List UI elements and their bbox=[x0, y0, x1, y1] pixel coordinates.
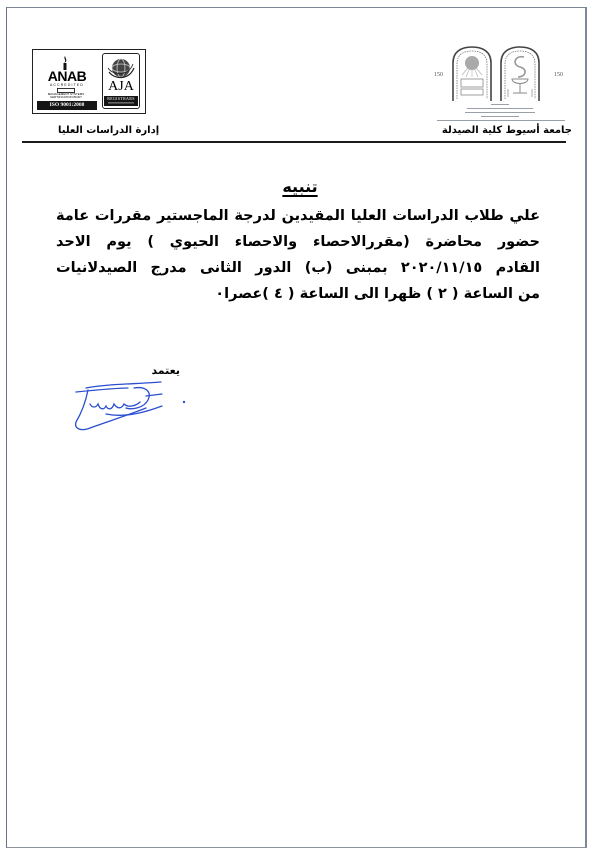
approval-label: يعتمد bbox=[151, 364, 180, 377]
university-seal-icon bbox=[450, 45, 494, 101]
notice-body bbox=[56, 203, 540, 307]
registrars-subline-mark bbox=[106, 102, 136, 104]
department-name: إدارة الدراسات العليا bbox=[58, 125, 160, 136]
registrars-subline bbox=[104, 102, 138, 106]
accredited-text: ACCREDITED bbox=[49, 83, 85, 87]
notice-line: حضور محاضرة (مقررالاحصاء والاحصاء الحيوي ) يوم الاحد bbox=[56, 234, 540, 250]
university-logo bbox=[432, 45, 572, 105]
registrars-text bbox=[104, 96, 138, 106]
iso-text: ISO 9001:2008 bbox=[37, 101, 97, 110]
anab-text: ANAB bbox=[47, 68, 87, 84]
anab-small-text-2: CERTIFICATION BODY bbox=[49, 95, 83, 99]
year-right: 150 bbox=[554, 72, 563, 78]
fine-print-line bbox=[465, 112, 535, 113]
anab-logo bbox=[37, 56, 95, 110]
registrars-label: REGISTRARS bbox=[107, 96, 135, 101]
notice-line: من الساعة ( ٢ ) ظهرا الى الساعة ( ٤ )عصرا٠ bbox=[215, 286, 540, 302]
fine-print-line bbox=[467, 108, 533, 109]
notice-line: القادم ٢٠٢٠/١١/١٥ بمبنى (ب) الدور الثانى مدرج الصيدلانيات bbox=[56, 260, 540, 276]
notice-line: علي طلاب الدراسات العليا المقيدين لدرجة الماجستير مقررات عامة bbox=[56, 208, 540, 224]
pharmacy-snake-cup-icon bbox=[498, 45, 542, 101]
iso-certification-logo bbox=[32, 49, 146, 114]
aja-text: AJA bbox=[108, 79, 134, 94]
fine-print-line bbox=[491, 104, 509, 105]
anab-small-text-1: MANAGEMENT SYSTEMS bbox=[47, 92, 85, 96]
fine-print-line bbox=[481, 116, 519, 117]
header-divider bbox=[22, 141, 566, 143]
fine-print-line bbox=[437, 120, 565, 121]
aja-logo bbox=[102, 53, 140, 109]
notice-title: تنبيه bbox=[282, 177, 318, 196]
university-name: جامعة أسيوط كلية الصيدلة bbox=[441, 125, 572, 136]
handwritten-signature bbox=[66, 378, 206, 440]
year-left: 150 bbox=[434, 72, 443, 78]
